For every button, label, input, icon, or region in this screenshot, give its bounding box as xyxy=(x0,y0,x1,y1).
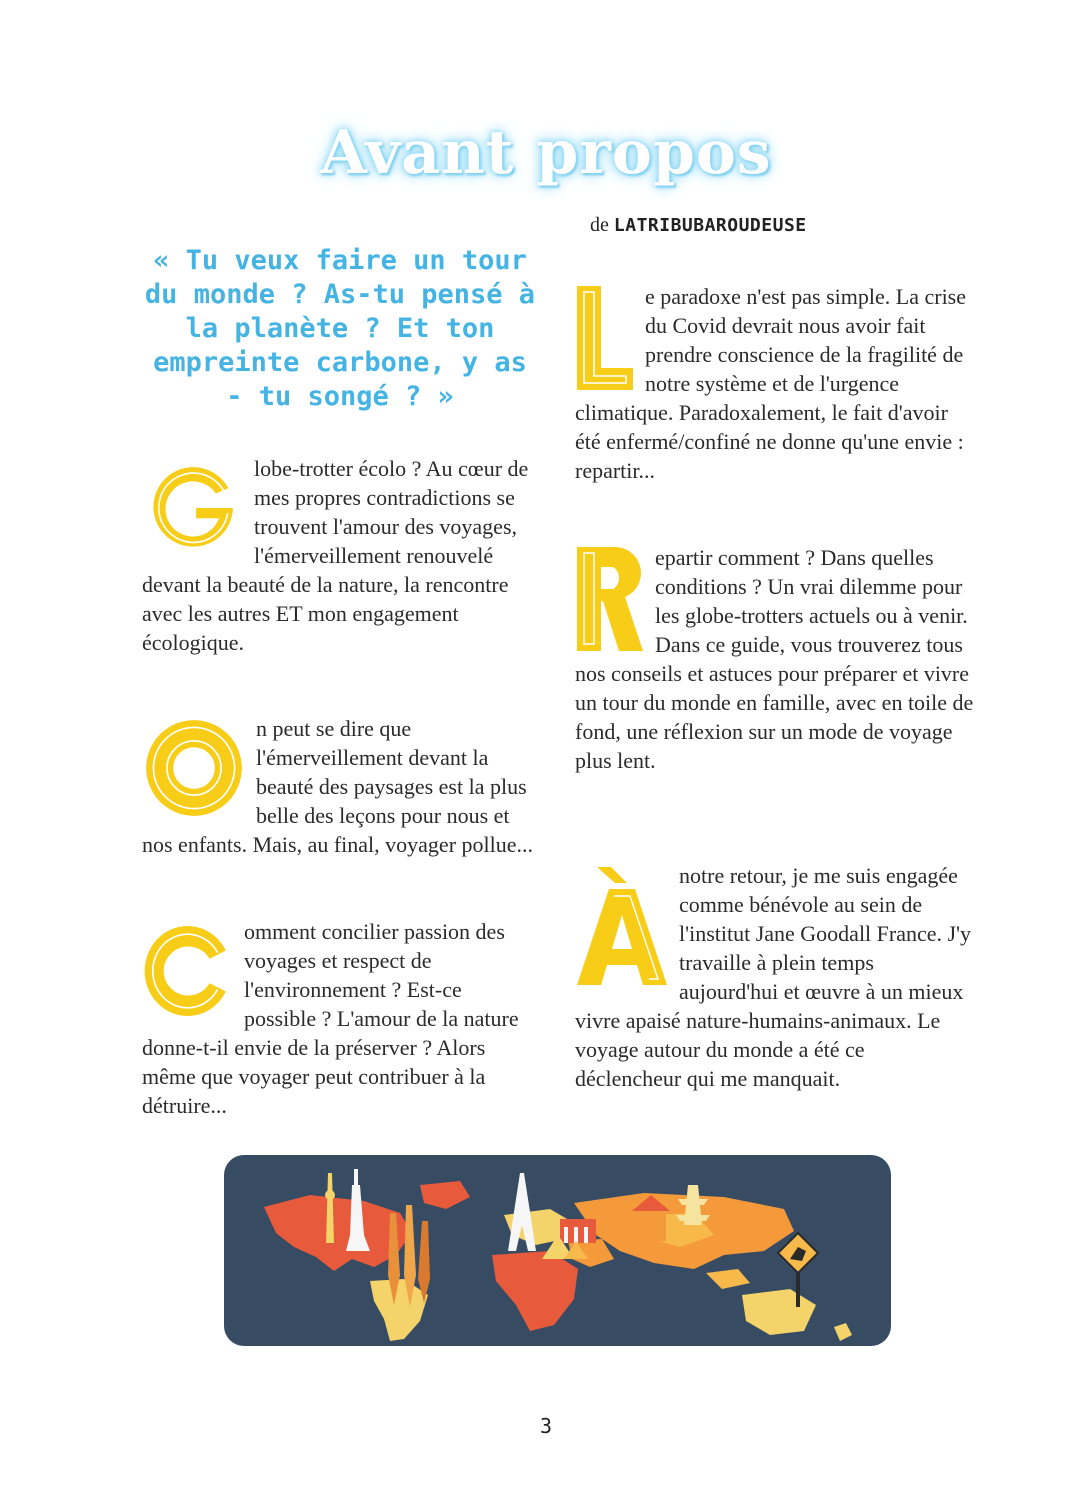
paragraph-r-text: epartir comment ? Dans quelles conditions ? Un vrai dilemme pour les globe-trotters actuels ou à venir. Dans ce guide, vous trouverez tous nos conseils et astuces pour préparer et vivre un tour du monde en famille, avec en toile de fond, une réflexion sur un mode de voyage plus lent. xyxy=(575,545,974,773)
paragraph-g-text: lobe-trotter écolo ? Au cœur de mes propres contradictions se trouvent l'amour des voyages, l'émerveillement renouvelé devant la beauté de la nature, la rencontre avec les autres ET mon engagement écologique. xyxy=(142,456,529,655)
dropcap-o xyxy=(142,716,246,820)
byline-prefix: de xyxy=(590,214,609,236)
pull-quote: « Tu veux faire un tour du monde ? As-tu pensé à la planète ? Et ton empreinte carbone, y as - tu songé ? » xyxy=(144,245,536,412)
dropcap-l xyxy=(575,284,635,392)
paragraph-c xyxy=(142,917,538,1120)
paragraph-a-text: notre retour, je me suis engagée comme bénévole au sein de l'institut Jane Goodall France. J'y travaille à plein temps aujourd'hui et œuvre à un mieux vivre apaisé nature-humains-animaux. Le voyage autour du monde a été ce déclencheur qui me manquait. xyxy=(575,863,972,1091)
byline xyxy=(590,214,807,237)
world-map-illustration xyxy=(224,1155,891,1346)
byline-author: LATRIBUBAROUDEUSE xyxy=(613,215,807,236)
paragraph-a xyxy=(575,861,975,1093)
page-title: Avant propos xyxy=(320,118,772,188)
world-map-image xyxy=(224,1155,891,1346)
paragraph-o xyxy=(142,714,538,859)
paragraph-l-text: e paradoxe n'est pas simple. La crise du Covid devrait nous avoir fait prendre conscience de la fragilité de notre système et de l'urgence climatique. Paradoxalement, le fait d'avoir été enfermé/confiné ne donne qu'une envie : repartir... xyxy=(575,284,967,483)
paragraph-c-text: omment concilier passion des voyages et respect de l'environnement ? Est-ce possible ? L'amour de la nature donne-t-il envie de la préserver ? Alors même que voyager peut contribuer à la détruire... xyxy=(142,919,519,1118)
dropcap-c xyxy=(142,919,234,1023)
paragraph-o-text: n peut se dire que l'émerveillement devant la beauté des paysages est la plus belle des leçons pour nous et nos enfants. Mais, au final, voyager pollue... xyxy=(142,716,534,857)
paragraph-g xyxy=(142,454,542,657)
paragraph-r xyxy=(575,543,975,775)
dropcap-r xyxy=(575,545,645,653)
dropcap-g xyxy=(142,456,244,558)
page-number: 3 xyxy=(539,1414,553,1438)
paragraph-l xyxy=(575,282,975,485)
dropcap-a-grave xyxy=(575,863,669,987)
